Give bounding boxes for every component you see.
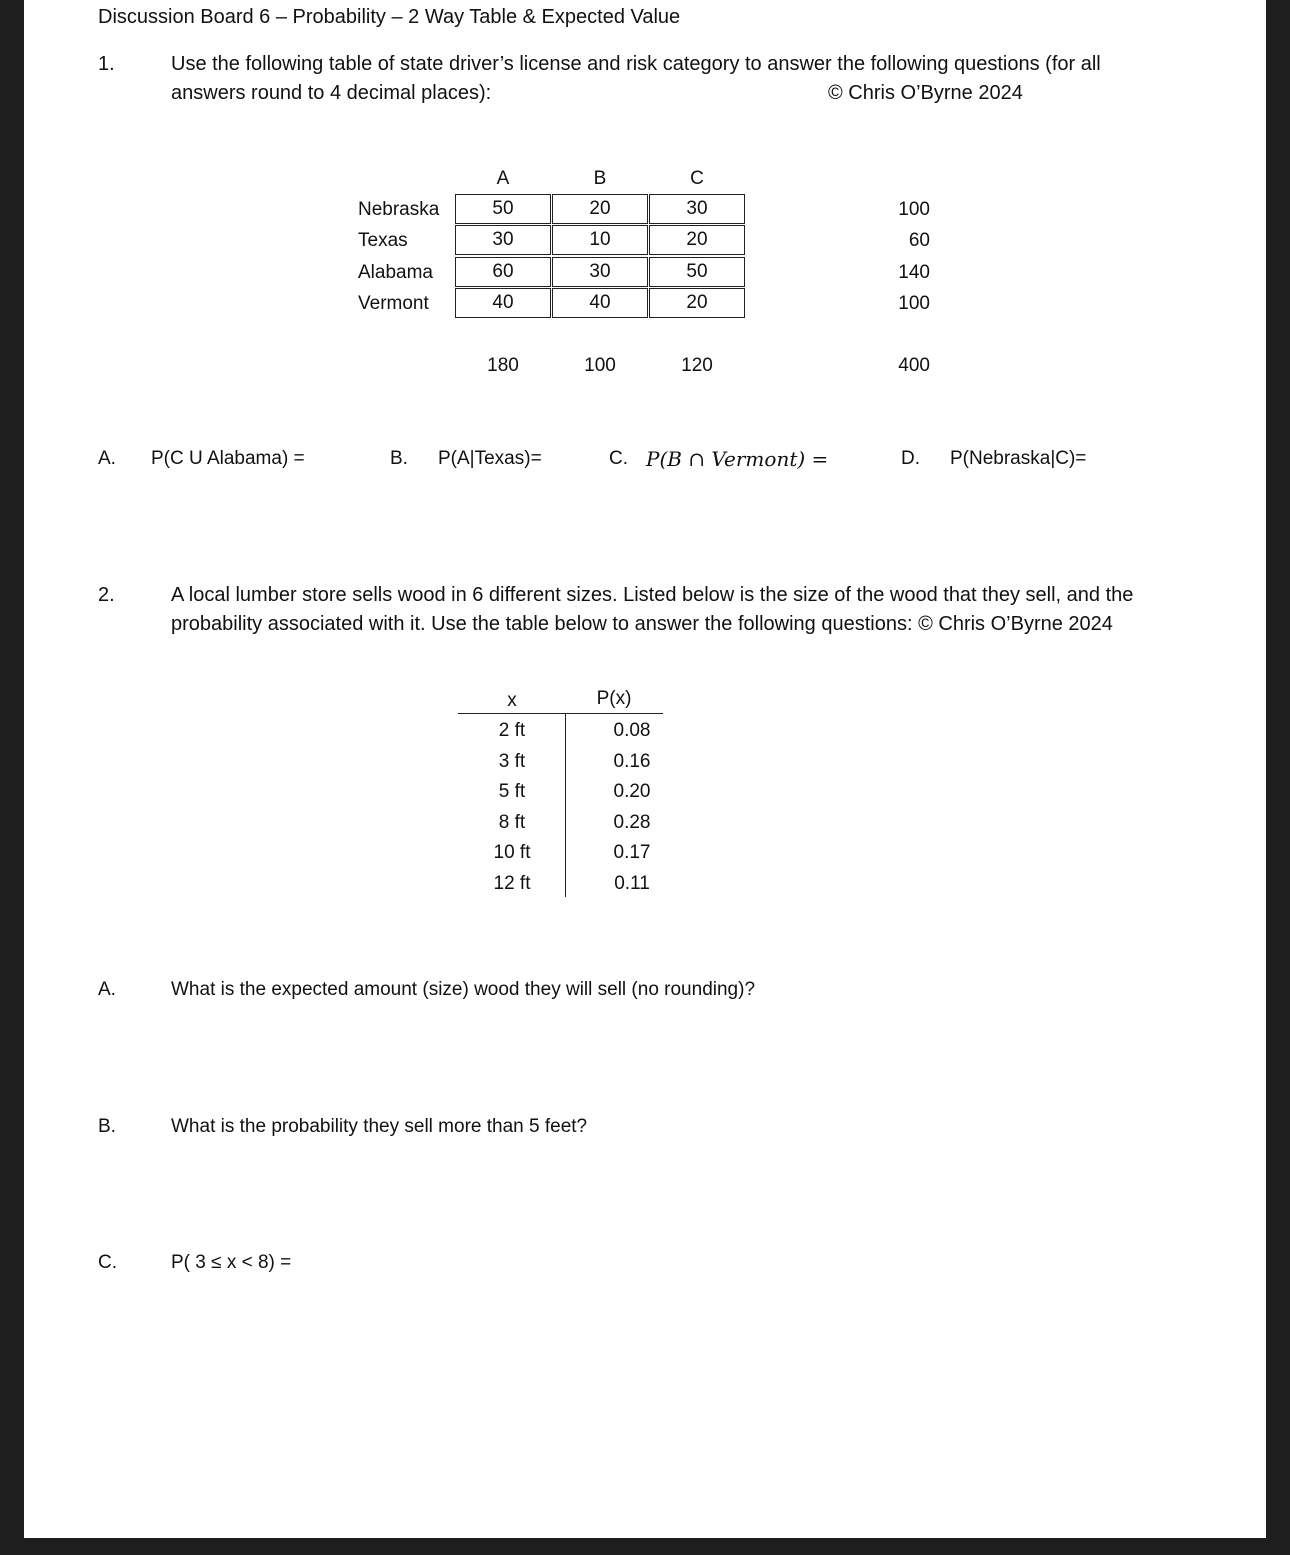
row-total-vermont: 100: [898, 293, 930, 314]
prob-p-cell: 0.08: [613, 720, 651, 741]
row-label-vermont: Vermont: [358, 293, 429, 314]
col-total-c: 120: [681, 355, 713, 376]
q1-part-a-letter: A.: [98, 448, 116, 469]
row-label-alabama: Alabama: [358, 262, 433, 283]
table-cell: 20: [649, 225, 745, 255]
q2-part-a-letter: A.: [98, 979, 116, 1000]
table-cell: 50: [455, 194, 551, 224]
q2-part-c-text: P( 3 ≤ x < 8) =: [171, 1252, 292, 1273]
prob-x-cell: 3 ft: [498, 751, 526, 772]
prob-p-cell: 0.17: [613, 842, 651, 863]
prob-x-cell: 12 ft: [493, 873, 531, 894]
q1-number: 1.: [98, 53, 115, 75]
q1-part-b-text: P(A|Texas)=: [438, 448, 542, 469]
q1-intro-line1: Use the following table of state driver’s license and risk category to answer the following questions (for all: [171, 53, 1101, 75]
document-page: [24, 0, 1266, 1538]
q1-intro-line2: answers round to 4 decimal places):: [171, 82, 492, 104]
prob-x-cell: 10 ft: [493, 842, 531, 863]
q2-number: 2.: [98, 584, 115, 606]
row-total-alabama: 140: [898, 262, 930, 283]
row-label-nebraska: Nebraska: [358, 199, 440, 220]
prob-x-cell: 5 ft: [498, 781, 526, 802]
q2-part-b-letter: B.: [98, 1116, 116, 1137]
table-cell: 50: [649, 257, 745, 287]
q2-part-b-text: What is the probability they sell more than 5 feet?: [171, 1116, 588, 1137]
q1-part-c-text: P(B ∩ Vermont) =: [646, 447, 829, 471]
table-cell: 30: [649, 194, 745, 224]
q1-part-d-text: P(Nebraska|C)=: [950, 448, 1087, 469]
table-cell: 40: [455, 288, 551, 318]
q2-part-a-text: What is the expected amount (size) wood they will sell (no rounding)?: [171, 979, 756, 1000]
table-cell: 20: [649, 288, 745, 318]
grand-total: 400: [898, 355, 930, 376]
q1-part-b-letter: B.: [390, 448, 408, 469]
prob-x-cell: 8 ft: [498, 812, 526, 833]
q2-intro-line1: A local lumber store sells wood in 6 different sizes. Listed below is the size of the wood that they sell, and the: [171, 584, 1134, 606]
col-total-b: 100: [584, 355, 616, 376]
row-total-nebraska: 100: [898, 199, 930, 220]
q1-part-c-letter: C.: [609, 448, 628, 469]
col-header-a: A: [496, 168, 510, 189]
table-cell: 30: [552, 257, 648, 287]
table-cell: 40: [552, 288, 648, 318]
table-cell: 30: [455, 225, 551, 255]
col-total-a: 180: [487, 355, 519, 376]
prob-p-cell: 0.20: [613, 781, 651, 802]
q1-part-d-letter: D.: [901, 448, 920, 469]
col-header-c: C: [690, 168, 704, 189]
prob-p-cell: 0.16: [613, 751, 651, 772]
row-label-texas: Texas: [358, 230, 408, 251]
q1-part-a-text: P(C U Alabama) =: [151, 448, 305, 469]
table-cell: 10: [552, 225, 648, 255]
prob-x-cell: 2 ft: [498, 720, 526, 741]
prob-p-cell: 0.28: [613, 812, 651, 833]
prob-header-x: x: [507, 690, 517, 711]
col-header-b: B: [593, 168, 607, 189]
q2-part-c-letter: C.: [98, 1252, 117, 1273]
q2-intro-line2: probability associated with it. Use the table below to answer the following questions: © Chris O’Byrne 2024: [171, 613, 1113, 635]
q1-copyright: © Chris O’Byrne 2024: [828, 82, 1023, 104]
prob-header-divider: [458, 713, 663, 714]
document-title: Discussion Board 6 – Probability – 2 Way Table & Expected Value: [98, 6, 681, 28]
table-cell: 20: [552, 194, 648, 224]
prob-p-cell: 0.11: [614, 873, 650, 894]
table-cell: 60: [455, 257, 551, 287]
prob-header-px: P(x): [596, 688, 632, 709]
row-total-texas: 60: [908, 230, 930, 251]
